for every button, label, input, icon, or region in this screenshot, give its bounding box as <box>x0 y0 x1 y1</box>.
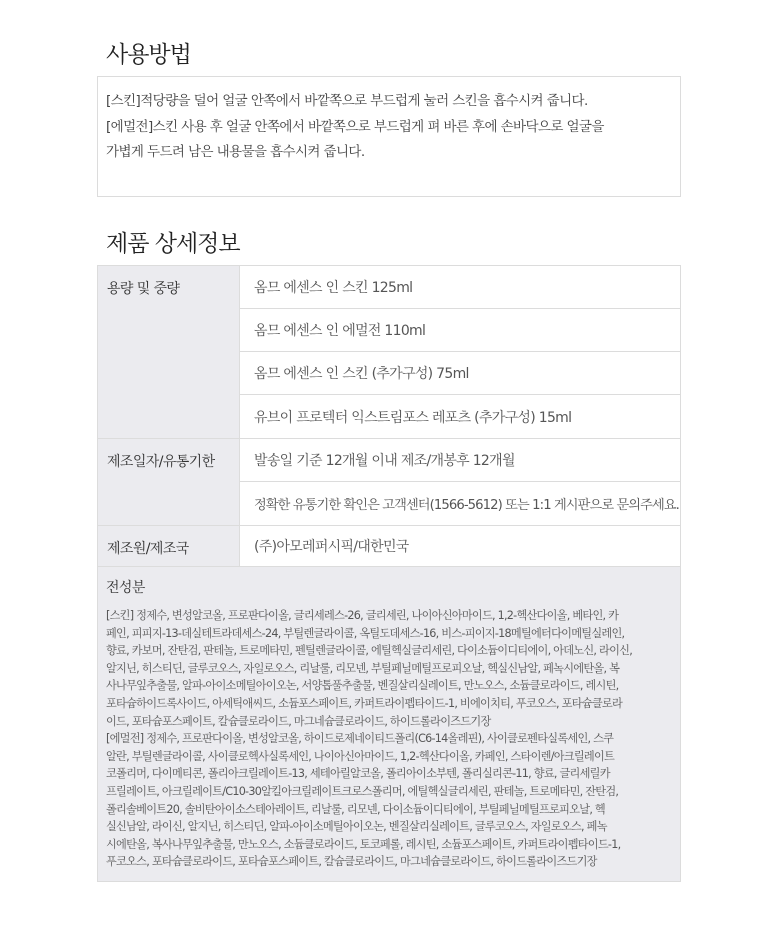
expiry-note: 정확한 유통기한 확인은 고객센터(1566-5612) 또는 1:1 게시판으로 문의주세요. <box>254 498 679 513</box>
maker-row <box>98 526 680 567</box>
expiry-value: 발송일 기준 12개월 이내 제조/개봉후 12개월 <box>240 439 680 482</box>
usage-box <box>97 76 681 197</box>
volume-label: 용량 및 중량 <box>98 266 240 438</box>
usage-heading: 사용방법 <box>106 42 191 68</box>
volume-value: 옴므 에센스 인 에멀전 110ml <box>240 309 680 352</box>
expiry-row <box>98 439 680 526</box>
volume-value: 옴므 에센스 인 스킨 125ml <box>240 266 680 309</box>
expiry-label: 제조일자/유통기한 <box>98 439 240 525</box>
details-heading: 제품 상세정보 <box>106 231 240 257</box>
ingredients-row <box>98 567 680 881</box>
usage-text: [스킨]적당량을 덜어 얼굴 안쪽에서 바깥쪽으로 부드럽게 눌러 스킨을 흡수시켜 줍니다. [에멀전]스킨 사용 후 얼굴 안쪽에서 바깥쪽으로 부드럽게 펴 바른 후에 손바닥으로 얼굴을 가볍게 두드려 남은 내용물을 흡수시켜 줍니다. <box>106 93 604 160</box>
volume-value: 유브이 프로텍터 익스트림포스 레포츠 (추가구성) 15ml <box>254 409 572 426</box>
details-table <box>97 265 681 882</box>
ingredients-label: 전성분 <box>106 580 145 596</box>
maker-value: (주)아모레퍼시픽/대한민국 <box>254 539 409 555</box>
volume-value: 옴므 에센스 인 스킨 (추가구성) 75ml <box>240 352 680 395</box>
volume-row <box>98 266 680 439</box>
maker-label: 제조원/제조국 <box>98 526 240 566</box>
ingredients-text: [스킨] 정제수, 변성알코올, 프로판다이올, 글리세레스-26, 글리세린, 나이아신아마이드, 1,2-헥산다이올, 베타인, 카 페인, 피피지-13-데실테트라데세스-24, 부틸렌글라이콜, 옥틸도데세스-16, 비스-피이지-18메틸에터다이메틸실레인, 향료, 카보머, 잔탄검, 판테놀, 트로메타민, 펜틸렌글라이콜, 에틸헥실글리세린, 다이소듐이디티에이, 아데노신, 라이신, 알지닌, 히스티딘, 글루코오스, 자일로오스, 리날룰, 리모넨, 부틸페닐메틸프로피오날, 헥실신남알, 페녹시에탄올, 복 사나무잎추출물, 알파-아이소메틸아이오논, 서양톱풀추출물, 벤질살리실레이트, 만노오스, 소듐클로라이드, 레시틴, 포타슘하이드록사이드, 아세틱애씨드, 소듐포스페이트, 카퍼트라이펩타이드-1, 비에이치티, 푸코오스, 포타슘클로라 이드, 포타슘포스페이트, 칼슘클로라이드, 마그네슘클로라이드, 하이드롤라이즈드기장 [에멀전] 정제수, 프로판다이올, 변성알코올, 하이드로제네이티드폴리(C6-14올레핀), 사이클로펜타실록세인, 스쿠 알란, 부틸렌글라이콜, 사이클로헥사실록세인, 나이아신아마이드, 1,2-헥산다이올, 카페인, 스타이렌/아크릴레이트 코폴리머, 다이메티콘, 폴리아크릴레이트-13, 세테아릴알코올, 폴리아이소부텐, 폴리실리콘-11, 향료, 글리세릴카 프릴레이트, 아크릴레이트/C10-30알킬아크릴레이트크로스폴리머, 에틸헥실글리세린, 판테놀, 트로메타민, 잔탄검, 폴리솔베이트20, 솔비탄아이소스테아레이트, 리날룰, 리모넨, 다이소듐이디티에이, 부틸페닐메틸프로피오날, 헥 실신남알, 라이신, 알지닌, 히스티딘, 알파-아이소메틸아이오논, 벤질살리실레이트, 글루코오스, 자일로오스, 페녹 시에탄올, 복사나무잎추출물, 만노오스, 소듐클로라이드, 토코페롤, 레시틴, 소듐포스페이트, 카퍼트라이펩타이드-1, 푸코오스, 포타슘클로라이드, 포타슘포스페이트, 칼슘클로라이드, 마그네슘클로라이드, 하이드롤라이즈드기장 <box>106 609 633 869</box>
